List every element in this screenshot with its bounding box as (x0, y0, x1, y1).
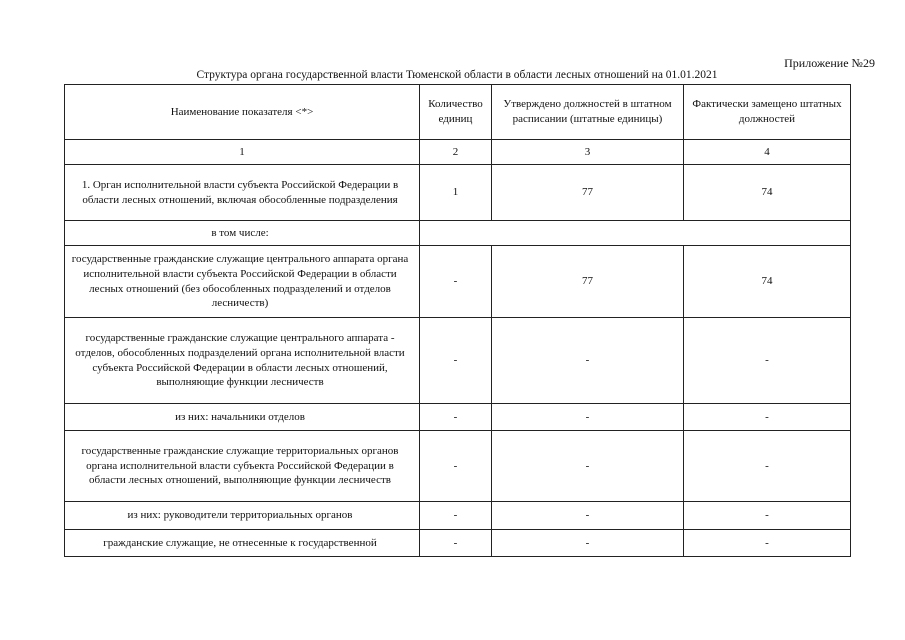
approved-positions-cell: 77 (492, 246, 684, 318)
column-number: 1 (65, 140, 420, 165)
filled-positions-cell: - (684, 404, 851, 431)
filled-positions-cell: 74 (684, 246, 851, 318)
table-row (65, 502, 851, 530)
table-row (65, 530, 851, 557)
header-indicator-name: Наименование показателя <*> (65, 85, 420, 140)
unit-count-cell: - (420, 318, 492, 404)
table-header-row (65, 85, 851, 140)
table-row (65, 165, 851, 221)
table-row (65, 246, 851, 318)
filled-positions-cell: 74 (684, 165, 851, 221)
unit-count-cell: - (420, 246, 492, 318)
row-name-cell: 1. Орган исполнительной власти субъекта Российской Федерации в области лесных отношений, включая обособленные подразделения (65, 165, 420, 221)
row-name-cell: государственные гражданские служащие территориальных органов органа исполнительной власти субъекта Российской Федерации в области лесных отношений, выполняющие функции лесничеств (65, 431, 420, 502)
header-filled-positions: Фактически замещено штатных должностей (684, 85, 851, 140)
appendix-label: Приложение №29 (784, 56, 875, 70)
row-name-cell: из них: руководители территориальных органов (65, 502, 420, 530)
table-row (65, 318, 851, 404)
empty-merged-cell (420, 221, 851, 246)
row-name-cell: в том числе: (65, 221, 420, 246)
unit-count-cell: 1 (420, 165, 492, 221)
unit-count-cell: - (420, 502, 492, 530)
filled-positions-cell: - (684, 318, 851, 404)
row-name-cell: государственные гражданские служащие центрального аппарата органа исполнительной власти субъекта Российской Федерации в области лесных отношений (без обособленных подразделений и отделов лесничеств) (65, 246, 420, 318)
row-name-cell: гражданские служащие, не отнесенные к государственной (65, 530, 420, 557)
approved-positions-cell: - (492, 502, 684, 530)
table-row (65, 221, 851, 246)
header-approved-positions: Утверждено должностей в штатном расписании (штатные единицы) (492, 85, 684, 140)
row-name-cell: из них: начальники отделов (65, 404, 420, 431)
filled-positions-cell: - (684, 431, 851, 502)
approved-positions-cell: - (492, 431, 684, 502)
filled-positions-cell: - (684, 502, 851, 530)
column-number-row (65, 140, 851, 165)
row-name-cell: государственные гражданские служащие центрального аппарата - отделов, обособленных подразделений органа исполнительной власти субъекта Российской Федерации в области лесных отношений, выполняющие функции лесничеств (65, 318, 420, 404)
column-number: 4 (684, 140, 851, 165)
table-row (65, 404, 851, 431)
approved-positions-cell: - (492, 530, 684, 557)
filled-positions-cell: - (684, 530, 851, 557)
unit-count-cell: - (420, 404, 492, 431)
document-title: Структура органа государственной власти Тюменской области в области лесных отношений на 01.01.2021 (196, 69, 718, 81)
approved-positions-cell: 77 (492, 165, 684, 221)
header-unit-count: Количество единиц (420, 85, 492, 140)
unit-count-cell: - (420, 530, 492, 557)
table-row (65, 431, 851, 502)
column-number: 3 (492, 140, 684, 165)
approved-positions-cell: - (492, 318, 684, 404)
unit-count-cell: - (420, 431, 492, 502)
column-number: 2 (420, 140, 492, 165)
approved-positions-cell: - (492, 404, 684, 431)
staffing-table (64, 84, 851, 557)
